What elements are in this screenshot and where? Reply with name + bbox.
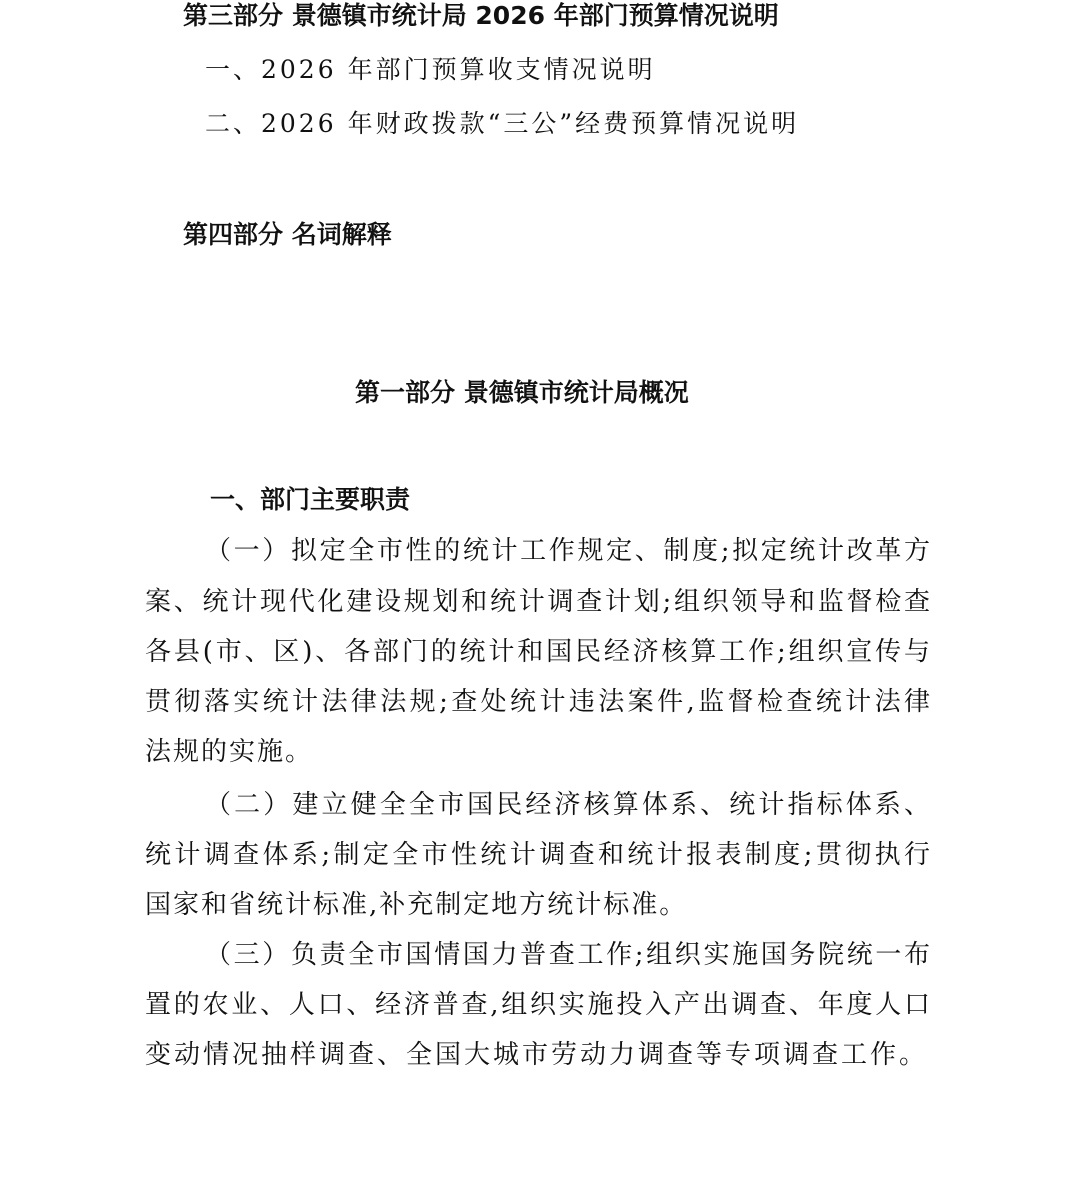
paragraph-line: （一）拟定全市性的统计工作规定、制度;拟定统计改革方 (205, 536, 930, 566)
paragraph-line: 贯彻落实统计法律法规;查处统计违法案件,监督检查统计法律 (145, 687, 930, 717)
toc-part4: 第四部分 名词解释 (183, 220, 392, 249)
toc-part3-item-1: 一、2026 年部门预算收支情况说明 (205, 55, 656, 84)
paragraph-line: 案、统计现代化建设规划和统计调查计划;组织领导和监督检查 (145, 587, 930, 617)
section-title: 一、部门主要职责 (210, 485, 411, 514)
paragraph-line: 统计调查体系;制定全市性统计调查和统计报表制度;贯彻执行 (145, 840, 930, 870)
paragraph-line: 变动情况抽样调查、全国大城市劳动力调查等专项调查工作。 (145, 1040, 929, 1070)
part1-title: 第一部分 景德镇市统计局概况 (355, 378, 689, 407)
paragraph-line: 置的农业、人口、经济普查,组织实施投入产出调查、年度人口 (145, 990, 930, 1020)
paragraph-line: 国家和省统计标准,补充制定地方统计标准。 (145, 890, 688, 920)
paragraph-line: 各县(市、区)、各部门的统计和国民经济核算工作;组织宣传与 (145, 637, 930, 667)
toc-part3: 第三部分 景德镇市统计局 2026 年部门预算情况说明 (183, 1, 779, 30)
paragraph-line: 法规的实施。 (145, 737, 314, 767)
paragraph-line: （三）负责全市国情国力普查工作;组织实施国务院统一布 (205, 940, 930, 970)
paragraph-line: （二）建立健全全市国民经济核算体系、统计指标体系、 (205, 790, 930, 820)
toc-part3-item-2: 二、2026 年财政拨款“三公”经费预算情况说明 (205, 109, 800, 138)
